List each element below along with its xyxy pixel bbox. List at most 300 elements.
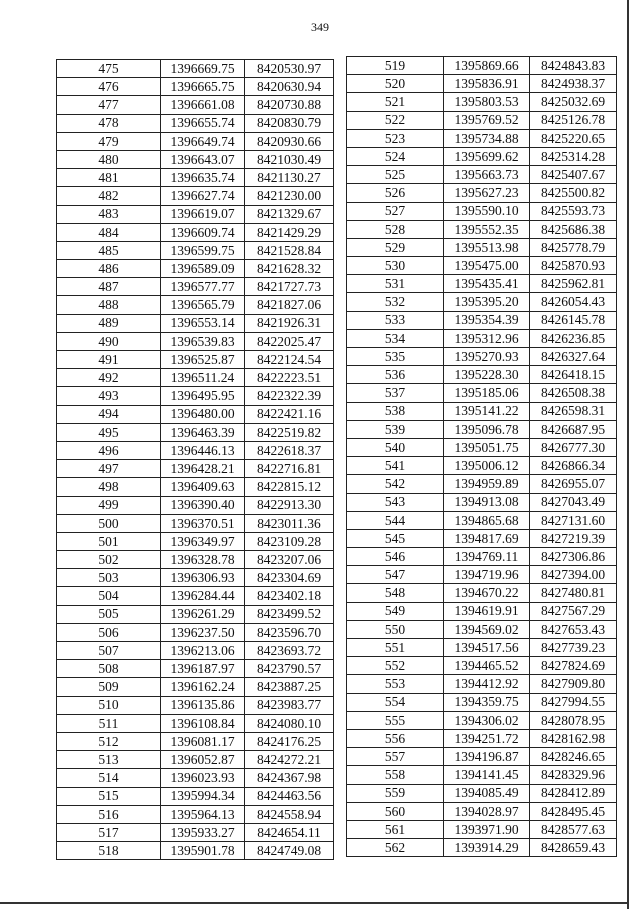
y-coordinate-cell: 8424938.37 [530, 75, 617, 93]
y-coordinate-cell: 8428162.98 [530, 729, 617, 747]
x-coordinate-cell: 1396577.77 [161, 278, 245, 296]
y-coordinate-cell: 8425962.81 [530, 275, 617, 293]
point-number-cell: 484 [57, 223, 161, 241]
y-coordinate-cell: 8422223.51 [245, 369, 334, 387]
y-coordinate-cell: 8420930.66 [245, 132, 334, 150]
table-row [347, 548, 617, 566]
x-coordinate-cell: 1395836.91 [444, 75, 530, 93]
y-coordinate-cell: 8424176.25 [245, 732, 334, 750]
y-coordinate-cell: 8421528.84 [245, 241, 334, 259]
point-number-cell: 502 [57, 551, 161, 569]
y-coordinate-cell: 8425500.82 [530, 184, 617, 202]
point-number-cell: 495 [57, 423, 161, 441]
table-row [57, 169, 334, 187]
table-row [347, 784, 617, 802]
y-coordinate-cell: 8421827.06 [245, 296, 334, 314]
point-number-cell: 526 [347, 184, 444, 202]
point-number-cell: 508 [57, 660, 161, 678]
x-coordinate-cell: 1394865.68 [444, 511, 530, 529]
x-coordinate-cell: 1394619.91 [444, 602, 530, 620]
x-coordinate-cell: 1396627.74 [161, 187, 245, 205]
x-coordinate-cell: 1396349.97 [161, 532, 245, 550]
table-row [57, 532, 334, 550]
y-coordinate-cell: 8423402.18 [245, 587, 334, 605]
y-coordinate-cell: 8427480.81 [530, 584, 617, 602]
y-coordinate-cell: 8422913.30 [245, 496, 334, 514]
x-coordinate-cell: 1396635.74 [161, 169, 245, 187]
point-number-cell: 528 [347, 220, 444, 238]
y-coordinate-cell: 8426598.31 [530, 402, 617, 420]
point-number-cell: 489 [57, 314, 161, 332]
y-coordinate-cell: 8426508.38 [530, 384, 617, 402]
point-number-cell: 553 [347, 675, 444, 693]
y-coordinate-cell: 8421926.31 [245, 314, 334, 332]
point-number-cell: 488 [57, 296, 161, 314]
point-number-cell: 559 [347, 784, 444, 802]
y-coordinate-cell: 8420830.79 [245, 114, 334, 132]
table-row [57, 823, 334, 841]
x-coordinate-cell: 1395869.66 [444, 57, 530, 75]
table-row [57, 605, 334, 623]
table-row [347, 184, 617, 202]
y-coordinate-cell: 8426687.95 [530, 420, 617, 438]
table-row [57, 405, 334, 423]
point-number-cell: 561 [347, 820, 444, 838]
point-number-cell: 560 [347, 802, 444, 820]
table-row [57, 223, 334, 241]
y-coordinate-cell: 8428659.43 [530, 839, 617, 857]
y-coordinate-cell: 8420530.97 [245, 60, 334, 78]
point-number-cell: 525 [347, 166, 444, 184]
table-row [347, 748, 617, 766]
y-coordinate-cell: 8425407.67 [530, 166, 617, 184]
table-row [57, 278, 334, 296]
table-row [57, 496, 334, 514]
point-number-cell: 527 [347, 202, 444, 220]
table-row [347, 384, 617, 402]
table-row [347, 57, 617, 75]
table-row [347, 802, 617, 820]
y-coordinate-cell: 8426418.15 [530, 366, 617, 384]
x-coordinate-cell: 1395395.20 [444, 293, 530, 311]
table-row [347, 348, 617, 366]
x-coordinate-cell: 1396553.14 [161, 314, 245, 332]
y-coordinate-cell: 8427909.80 [530, 675, 617, 693]
point-number-cell: 534 [347, 329, 444, 347]
point-number-cell: 511 [57, 714, 161, 732]
y-coordinate-cell: 8422716.81 [245, 460, 334, 478]
x-coordinate-cell: 1394412.92 [444, 675, 530, 693]
point-number-cell: 539 [347, 420, 444, 438]
y-coordinate-cell: 8423304.69 [245, 569, 334, 587]
point-number-cell: 536 [347, 366, 444, 384]
x-coordinate-cell: 1396565.79 [161, 296, 245, 314]
page-number: 349 [311, 20, 329, 34]
point-number-cell: 557 [347, 748, 444, 766]
point-number-cell: 500 [57, 514, 161, 532]
table-row [347, 147, 617, 165]
table-row [57, 551, 334, 569]
x-coordinate-cell: 1395141.22 [444, 402, 530, 420]
table-row [57, 369, 334, 387]
y-coordinate-cell: 8425314.28 [530, 147, 617, 165]
y-coordinate-cell: 8423109.28 [245, 532, 334, 550]
point-number-cell: 477 [57, 96, 161, 114]
table-row [57, 769, 334, 787]
point-number-cell: 531 [347, 275, 444, 293]
table-row [57, 351, 334, 369]
x-coordinate-cell: 1395051.75 [444, 438, 530, 456]
point-number-cell: 516 [57, 805, 161, 823]
table-row [57, 441, 334, 459]
point-number-cell: 503 [57, 569, 161, 587]
point-number-cell: 543 [347, 493, 444, 511]
x-coordinate-cell: 1394306.02 [444, 711, 530, 729]
point-number-cell: 486 [57, 260, 161, 278]
x-coordinate-cell: 1396661.08 [161, 96, 245, 114]
table-row [57, 332, 334, 350]
y-coordinate-cell: 8424367.98 [245, 769, 334, 787]
y-coordinate-cell: 8428412.89 [530, 784, 617, 802]
point-number-cell: 493 [57, 387, 161, 405]
x-coordinate-cell: 1394465.52 [444, 657, 530, 675]
table-row [347, 475, 617, 493]
x-coordinate-cell: 1395734.88 [444, 129, 530, 147]
x-coordinate-cell: 1394670.22 [444, 584, 530, 602]
point-number-cell: 512 [57, 732, 161, 750]
point-number-cell: 530 [347, 257, 444, 275]
table-row [57, 623, 334, 641]
x-coordinate-cell: 1395803.53 [444, 93, 530, 111]
y-coordinate-cell: 8427043.49 [530, 493, 617, 511]
coordinate-table-right [346, 56, 617, 857]
y-coordinate-cell: 8421727.73 [245, 278, 334, 296]
table-row [347, 75, 617, 93]
y-coordinate-cell: 8422519.82 [245, 423, 334, 441]
point-number-cell: 544 [347, 511, 444, 529]
point-number-cell: 556 [347, 729, 444, 747]
table-row [57, 241, 334, 259]
y-coordinate-cell: 8428246.65 [530, 748, 617, 766]
x-coordinate-cell: 1396409.63 [161, 478, 245, 496]
table-row [57, 114, 334, 132]
point-number-cell: 518 [57, 842, 161, 860]
x-coordinate-cell: 1396213.06 [161, 642, 245, 660]
y-coordinate-cell: 8427653.43 [530, 620, 617, 638]
y-coordinate-cell: 8421230.00 [245, 187, 334, 205]
x-coordinate-cell: 1395475.00 [444, 257, 530, 275]
x-coordinate-cell: 1395590.10 [444, 202, 530, 220]
table-row [347, 711, 617, 729]
x-coordinate-cell: 1395552.35 [444, 220, 530, 238]
table-row [57, 132, 334, 150]
y-coordinate-cell: 8427131.60 [530, 511, 617, 529]
coordinate-table-left [56, 59, 334, 860]
table-row [57, 314, 334, 332]
table-row [347, 602, 617, 620]
x-coordinate-cell: 1396023.93 [161, 769, 245, 787]
y-coordinate-cell: 8426327.64 [530, 348, 617, 366]
table-row [347, 220, 617, 238]
x-coordinate-cell: 1396284.44 [161, 587, 245, 605]
point-number-cell: 537 [347, 384, 444, 402]
x-coordinate-cell: 1395769.52 [444, 111, 530, 129]
y-coordinate-cell: 8421429.29 [245, 223, 334, 241]
point-number-cell: 538 [347, 402, 444, 420]
y-coordinate-cell: 8428329.96 [530, 766, 617, 784]
table-row [347, 311, 617, 329]
point-number-cell: 479 [57, 132, 161, 150]
y-coordinate-cell: 8423207.06 [245, 551, 334, 569]
y-coordinate-cell: 8425778.79 [530, 238, 617, 256]
table-row [347, 275, 617, 293]
x-coordinate-cell: 1395435.41 [444, 275, 530, 293]
point-number-cell: 501 [57, 532, 161, 550]
y-coordinate-cell: 8422618.37 [245, 441, 334, 459]
table-row [57, 150, 334, 168]
table-row [347, 166, 617, 184]
y-coordinate-cell: 8423011.36 [245, 514, 334, 532]
y-coordinate-cell: 8421030.49 [245, 150, 334, 168]
x-coordinate-cell: 1395663.73 [444, 166, 530, 184]
x-coordinate-cell: 1394251.72 [444, 729, 530, 747]
y-coordinate-cell: 8426054.43 [530, 293, 617, 311]
y-coordinate-cell: 8426955.07 [530, 475, 617, 493]
y-coordinate-cell: 8424463.56 [245, 787, 334, 805]
x-coordinate-cell: 1395933.27 [161, 823, 245, 841]
x-coordinate-cell: 1396052.87 [161, 751, 245, 769]
table-row [57, 751, 334, 769]
point-number-cell: 487 [57, 278, 161, 296]
x-coordinate-cell: 1394141.45 [444, 766, 530, 784]
y-coordinate-cell: 8428078.95 [530, 711, 617, 729]
y-coordinate-cell: 8423499.52 [245, 605, 334, 623]
point-number-cell: 492 [57, 369, 161, 387]
point-number-cell: 550 [347, 620, 444, 638]
table-row [57, 587, 334, 605]
table-row [347, 566, 617, 584]
point-number-cell: 535 [347, 348, 444, 366]
y-coordinate-cell: 8421130.27 [245, 169, 334, 187]
page-edge-right [627, 0, 629, 909]
point-number-cell: 558 [347, 766, 444, 784]
point-number-cell: 546 [347, 548, 444, 566]
point-number-cell: 475 [57, 60, 161, 78]
table-row [57, 205, 334, 223]
x-coordinate-cell: 1396306.93 [161, 569, 245, 587]
x-coordinate-cell: 1394085.49 [444, 784, 530, 802]
point-number-cell: 517 [57, 823, 161, 841]
point-number-cell: 480 [57, 150, 161, 168]
point-number-cell: 482 [57, 187, 161, 205]
table-row [347, 402, 617, 420]
point-number-cell: 506 [57, 623, 161, 641]
table-row [57, 642, 334, 660]
y-coordinate-cell: 8427824.69 [530, 657, 617, 675]
y-coordinate-cell: 8424080.10 [245, 714, 334, 732]
point-number-cell: 504 [57, 587, 161, 605]
table-row [57, 296, 334, 314]
x-coordinate-cell: 1395096.78 [444, 420, 530, 438]
point-number-cell: 520 [347, 75, 444, 93]
point-number-cell: 505 [57, 605, 161, 623]
point-number-cell: 541 [347, 457, 444, 475]
x-coordinate-cell: 1396428.21 [161, 460, 245, 478]
point-number-cell: 549 [347, 602, 444, 620]
point-number-cell: 476 [57, 78, 161, 96]
x-coordinate-cell: 1393914.29 [444, 839, 530, 857]
y-coordinate-cell: 8428495.45 [530, 802, 617, 820]
x-coordinate-cell: 1396390.40 [161, 496, 245, 514]
point-number-cell: 552 [347, 657, 444, 675]
y-coordinate-cell: 8420730.88 [245, 96, 334, 114]
point-number-cell: 490 [57, 332, 161, 350]
point-number-cell: 485 [57, 241, 161, 259]
x-coordinate-cell: 1395901.78 [161, 842, 245, 860]
x-coordinate-cell: 1394719.96 [444, 566, 530, 584]
y-coordinate-cell: 8420630.94 [245, 78, 334, 96]
x-coordinate-cell: 1393971.90 [444, 820, 530, 838]
x-coordinate-cell: 1394959.89 [444, 475, 530, 493]
table-row [347, 366, 617, 384]
x-coordinate-cell: 1396162.24 [161, 678, 245, 696]
y-coordinate-cell: 8426145.78 [530, 311, 617, 329]
x-coordinate-cell: 1396328.78 [161, 551, 245, 569]
x-coordinate-cell: 1396446.13 [161, 441, 245, 459]
table-row [347, 675, 617, 693]
point-number-cell: 562 [347, 839, 444, 857]
y-coordinate-cell: 8427567.29 [530, 602, 617, 620]
y-coordinate-cell: 8422025.47 [245, 332, 334, 350]
x-coordinate-cell: 1396108.84 [161, 714, 245, 732]
x-coordinate-cell: 1395312.96 [444, 329, 530, 347]
table-row [347, 839, 617, 857]
x-coordinate-cell: 1394359.75 [444, 693, 530, 711]
point-number-cell: 547 [347, 566, 444, 584]
y-coordinate-cell: 8425126.78 [530, 111, 617, 129]
x-coordinate-cell: 1395699.62 [444, 147, 530, 165]
point-number-cell: 499 [57, 496, 161, 514]
point-number-cell: 507 [57, 642, 161, 660]
table-row [347, 329, 617, 347]
x-coordinate-cell: 1395994.34 [161, 787, 245, 805]
table-row [347, 420, 617, 438]
x-coordinate-cell: 1395270.93 [444, 348, 530, 366]
table-row [57, 460, 334, 478]
x-coordinate-cell: 1396599.75 [161, 241, 245, 259]
point-number-cell: 522 [347, 111, 444, 129]
y-coordinate-cell: 8423693.72 [245, 642, 334, 660]
table-row [347, 202, 617, 220]
point-number-cell: 481 [57, 169, 161, 187]
point-number-cell: 514 [57, 769, 161, 787]
table-row [347, 584, 617, 602]
x-coordinate-cell: 1396370.51 [161, 514, 245, 532]
table-row [57, 842, 334, 860]
table-row [347, 493, 617, 511]
table-row [347, 438, 617, 456]
table-row [57, 714, 334, 732]
x-coordinate-cell: 1396187.97 [161, 660, 245, 678]
point-number-cell: 519 [347, 57, 444, 75]
y-coordinate-cell: 8425593.73 [530, 202, 617, 220]
x-coordinate-cell: 1396237.50 [161, 623, 245, 641]
table-row [347, 457, 617, 475]
y-coordinate-cell: 8422124.54 [245, 351, 334, 369]
point-number-cell: 515 [57, 787, 161, 805]
y-coordinate-cell: 8422815.12 [245, 478, 334, 496]
x-coordinate-cell: 1394196.87 [444, 748, 530, 766]
x-coordinate-cell: 1396619.07 [161, 205, 245, 223]
y-coordinate-cell: 8424272.21 [245, 751, 334, 769]
y-coordinate-cell: 8427306.86 [530, 548, 617, 566]
y-coordinate-cell: 8422322.39 [245, 387, 334, 405]
point-number-cell: 510 [57, 696, 161, 714]
table-row [347, 111, 617, 129]
y-coordinate-cell: 8423596.70 [245, 623, 334, 641]
y-coordinate-cell: 8423790.57 [245, 660, 334, 678]
y-coordinate-cell: 8422421.16 [245, 405, 334, 423]
x-coordinate-cell: 1395627.23 [444, 184, 530, 202]
y-coordinate-cell: 8424843.83 [530, 57, 617, 75]
x-coordinate-cell: 1396669.75 [161, 60, 245, 78]
point-number-cell: 498 [57, 478, 161, 496]
table-row [57, 478, 334, 496]
point-number-cell: 524 [347, 147, 444, 165]
x-coordinate-cell: 1394817.69 [444, 529, 530, 547]
x-coordinate-cell: 1395006.12 [444, 457, 530, 475]
x-coordinate-cell: 1394517.56 [444, 639, 530, 657]
point-number-cell: 540 [347, 438, 444, 456]
table-row [57, 78, 334, 96]
table-row [347, 693, 617, 711]
table-row [347, 820, 617, 838]
table-row [57, 514, 334, 532]
table-row [57, 805, 334, 823]
coordinate-table-left-body [57, 60, 334, 860]
y-coordinate-cell: 8427219.39 [530, 529, 617, 547]
x-coordinate-cell: 1394569.02 [444, 620, 530, 638]
point-number-cell: 533 [347, 311, 444, 329]
y-coordinate-cell: 8421329.67 [245, 205, 334, 223]
table-row [347, 639, 617, 657]
y-coordinate-cell: 8424749.08 [245, 842, 334, 860]
point-number-cell: 523 [347, 129, 444, 147]
y-coordinate-cell: 8426236.85 [530, 329, 617, 347]
table-row [347, 729, 617, 747]
y-coordinate-cell: 8425032.69 [530, 93, 617, 111]
x-coordinate-cell: 1396511.24 [161, 369, 245, 387]
point-number-cell: 494 [57, 405, 161, 423]
table-row [347, 93, 617, 111]
x-coordinate-cell: 1396525.87 [161, 351, 245, 369]
coordinate-table-right-body [347, 57, 617, 857]
table-row [57, 569, 334, 587]
x-coordinate-cell: 1396649.74 [161, 132, 245, 150]
point-number-cell: 496 [57, 441, 161, 459]
x-coordinate-cell: 1395354.39 [444, 311, 530, 329]
y-coordinate-cell: 8426777.30 [530, 438, 617, 456]
x-coordinate-cell: 1396495.95 [161, 387, 245, 405]
y-coordinate-cell: 8425220.65 [530, 129, 617, 147]
point-number-cell: 509 [57, 678, 161, 696]
x-coordinate-cell: 1394769.11 [444, 548, 530, 566]
x-coordinate-cell: 1396643.07 [161, 150, 245, 168]
table-row [57, 96, 334, 114]
y-coordinate-cell: 8425686.38 [530, 220, 617, 238]
table-row [347, 129, 617, 147]
point-number-cell: 513 [57, 751, 161, 769]
